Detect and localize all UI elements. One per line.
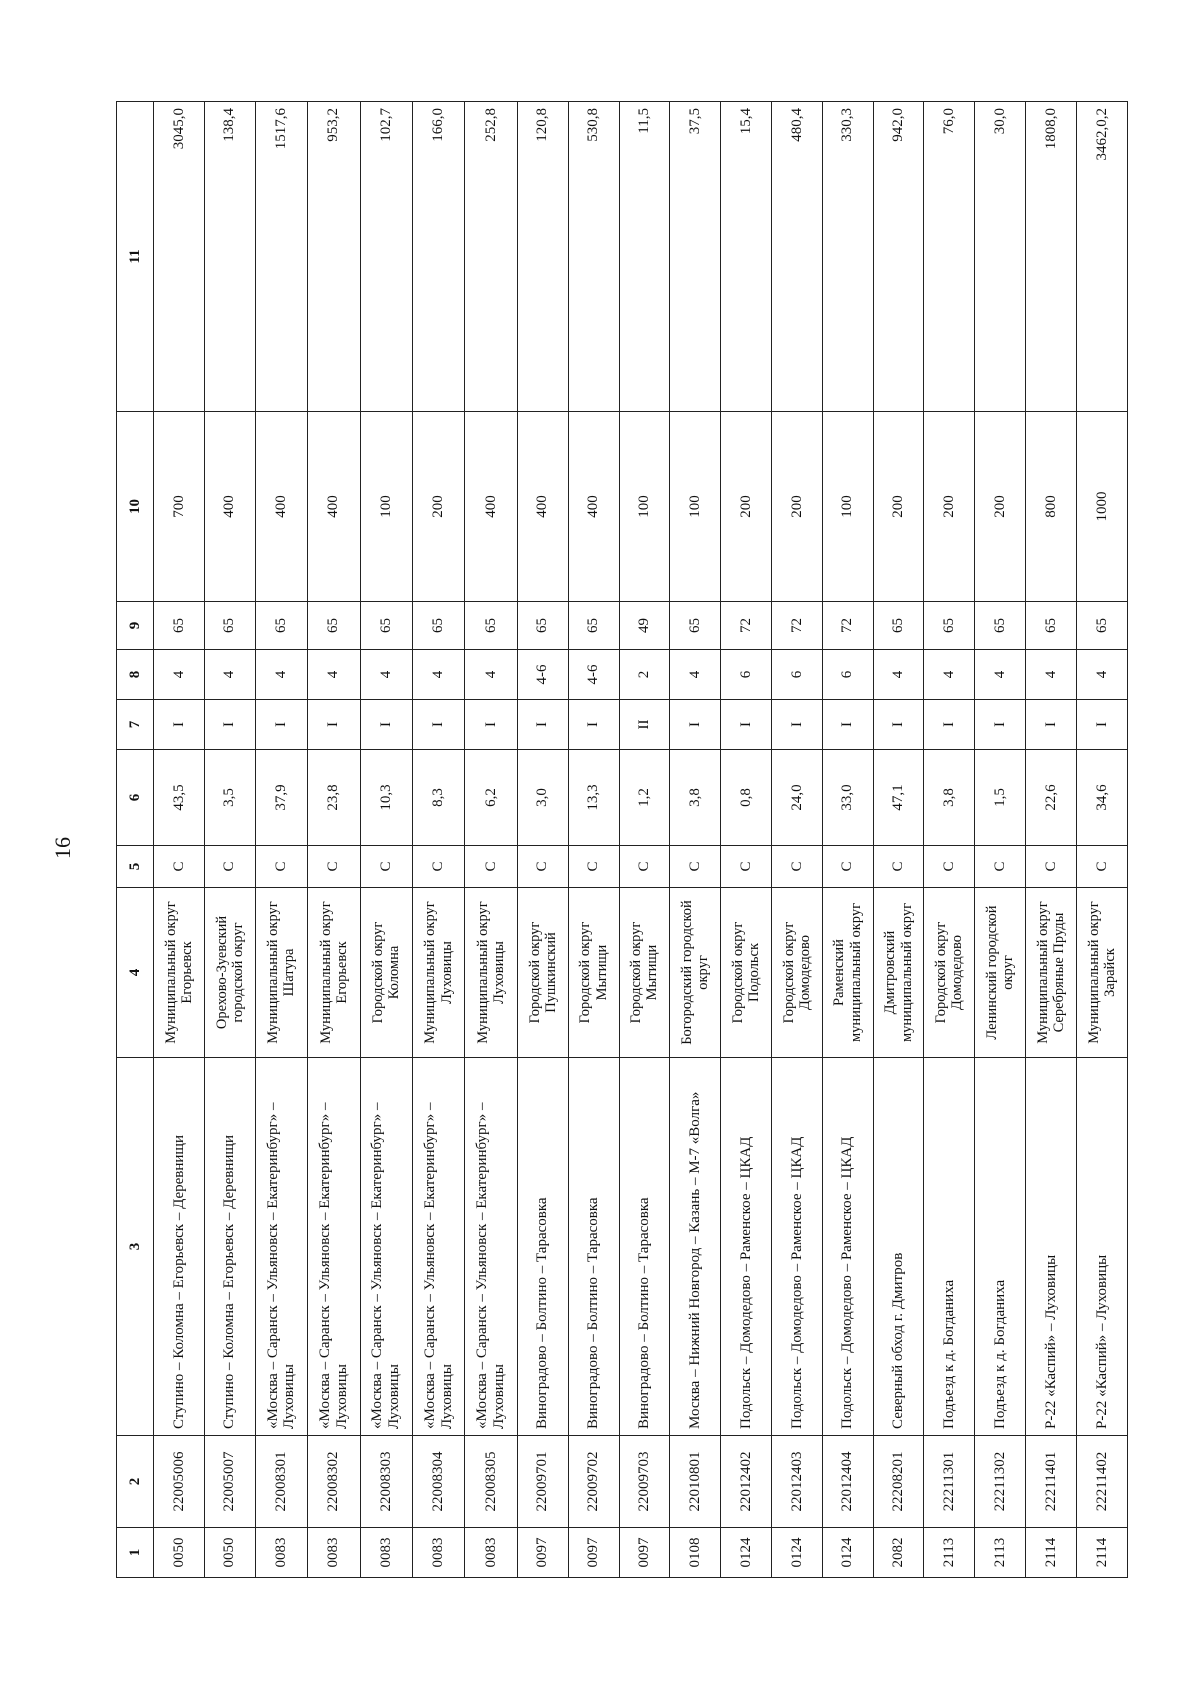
cell-technical-category: I xyxy=(204,700,255,750)
cell-road-name: «Москва – Саранск – Ульяновск – Екатеринбург» – Луховицы xyxy=(255,1058,307,1436)
road-data-table xyxy=(116,101,1128,1578)
cell-value-9: 65 xyxy=(255,602,307,650)
cell-value-11: 11,5 xyxy=(619,102,670,412)
cell-road-name: Подольск – Домодедово – Раменское – ЦКАД xyxy=(721,1058,772,1436)
cell-municipality: Городской округ Домодедово xyxy=(924,888,975,1058)
cell-road-id: 22005007 xyxy=(204,1436,255,1528)
cell-category-code: С xyxy=(670,846,721,888)
cell-length: 34,6 xyxy=(1076,750,1127,846)
cell-road-name: Виноградово – Болтино – Тарасовка xyxy=(568,1058,619,1436)
cell-road-number: 0083 xyxy=(360,1528,412,1578)
cell-length: 0,8 xyxy=(721,750,772,846)
table-row xyxy=(822,102,873,1578)
table-row xyxy=(721,102,772,1578)
col-header: 4 xyxy=(117,888,154,1058)
cell-value-11: 120,8 xyxy=(517,102,568,412)
cell-value-9: 65 xyxy=(465,602,517,650)
cell-value-10: 200 xyxy=(721,412,772,602)
cell-technical-category: I xyxy=(255,700,307,750)
cell-municipality: Богородский городской округ xyxy=(670,888,721,1058)
cell-road-name: Подъезд к д. Богданиха xyxy=(924,1058,975,1436)
table-row xyxy=(255,102,307,1578)
cell-technical-category: I xyxy=(975,700,1026,750)
col-header: 8 xyxy=(117,650,154,700)
cell-length: 10,3 xyxy=(360,750,412,846)
cell-technical-category: I xyxy=(308,700,360,750)
cell-value-9: 72 xyxy=(822,602,873,650)
cell-technical-category: I xyxy=(412,700,464,750)
cell-length: 8,3 xyxy=(412,750,464,846)
cell-municipality: Муниципальный округ Луховицы xyxy=(465,888,517,1058)
cell-municipality: Городской округ Домодедово xyxy=(771,888,822,1058)
col-header: 7 xyxy=(117,700,154,750)
cell-lanes: 4 xyxy=(255,650,307,700)
cell-value-11: 942,0 xyxy=(873,102,924,412)
cell-road-name: Ступино – Коломна – Егорьевск – Деревнищи xyxy=(204,1058,255,1436)
cell-road-id: 22211302 xyxy=(975,1436,1026,1528)
cell-value-10: 200 xyxy=(873,412,924,602)
col-header: 3 xyxy=(117,1058,154,1436)
cell-road-id: 22008301 xyxy=(255,1436,307,1528)
cell-road-id: 22009703 xyxy=(619,1436,670,1528)
cell-municipality: Городской округ Мытищи xyxy=(568,888,619,1058)
cell-road-id: 22211301 xyxy=(924,1436,975,1528)
table-row xyxy=(873,102,924,1578)
cell-technical-category: I xyxy=(1026,700,1077,750)
cell-value-10: 100 xyxy=(822,412,873,602)
cell-length: 22,6 xyxy=(1026,750,1077,846)
cell-length: 33,0 xyxy=(822,750,873,846)
cell-value-11: 3045,0 xyxy=(154,102,205,412)
cell-value-11: 953,2 xyxy=(308,102,360,412)
cell-category-code: С xyxy=(154,846,205,888)
cell-road-id: 22008302 xyxy=(308,1436,360,1528)
cell-category-code: С xyxy=(308,846,360,888)
cell-value-9: 72 xyxy=(771,602,822,650)
col-header: 9 xyxy=(117,602,154,650)
cell-category-code: С xyxy=(822,846,873,888)
table-row xyxy=(670,102,721,1578)
cell-road-number: 0083 xyxy=(412,1528,464,1578)
page-number: 16 xyxy=(50,837,75,859)
cell-category-code: С xyxy=(1076,846,1127,888)
cell-municipality: Муниципальный округ Егорьевск xyxy=(308,888,360,1058)
cell-road-id: 22005006 xyxy=(154,1436,205,1528)
cell-lanes: 4 xyxy=(975,650,1026,700)
cell-lanes: 4 xyxy=(1076,650,1127,700)
cell-value-11: 76,0 xyxy=(924,102,975,412)
cell-value-9: 65 xyxy=(670,602,721,650)
col-header: 11 xyxy=(117,102,154,412)
cell-value-10: 200 xyxy=(924,412,975,602)
cell-lanes: 4 xyxy=(1026,650,1077,700)
cell-value-9: 65 xyxy=(975,602,1026,650)
cell-length: 3,0 xyxy=(517,750,568,846)
cell-length: 3,5 xyxy=(204,750,255,846)
cell-municipality: Городской округ Пушкинский xyxy=(517,888,568,1058)
cell-municipality: Муниципальный округ Шатура xyxy=(255,888,307,1058)
cell-category-code: С xyxy=(204,846,255,888)
cell-road-number: 0050 xyxy=(154,1528,205,1578)
cell-lanes: 6 xyxy=(721,650,772,700)
cell-technical-category: I xyxy=(360,700,412,750)
cell-value-10: 1000 xyxy=(1076,412,1127,602)
cell-road-id: 22008305 xyxy=(465,1436,517,1528)
cell-value-10: 100 xyxy=(360,412,412,602)
cell-technical-category: I xyxy=(154,700,205,750)
col-header: 5 xyxy=(117,846,154,888)
table-row xyxy=(412,102,464,1578)
cell-municipality: Муниципальный округ Серебряные Пруды xyxy=(1026,888,1077,1058)
cell-municipality: Дмитровский муниципальный округ xyxy=(873,888,924,1058)
cell-category-code: С xyxy=(721,846,772,888)
cell-lanes: 4 xyxy=(412,650,464,700)
cell-road-name: Подольск – Домодедово – Раменское – ЦКАД xyxy=(771,1058,822,1436)
table-row xyxy=(360,102,412,1578)
cell-technical-category: I xyxy=(771,700,822,750)
cell-lanes: 4 xyxy=(873,650,924,700)
cell-road-id: 22008304 xyxy=(412,1436,464,1528)
cell-municipality: Городской округ Подольск xyxy=(721,888,772,1058)
cell-lanes: 4 xyxy=(154,650,205,700)
cell-road-id: 22211402 xyxy=(1076,1436,1127,1528)
table-body xyxy=(154,102,1128,1578)
cell-value-11: 102,7 xyxy=(360,102,412,412)
cell-value-9: 65 xyxy=(924,602,975,650)
cell-length: 13,3 xyxy=(568,750,619,846)
cell-value-10: 400 xyxy=(517,412,568,602)
cell-lanes: 2 xyxy=(619,650,670,700)
cell-technical-category: I xyxy=(924,700,975,750)
table-row xyxy=(465,102,517,1578)
cell-technical-category: I xyxy=(822,700,873,750)
table-row xyxy=(975,102,1026,1578)
cell-value-11: 138,4 xyxy=(204,102,255,412)
cell-road-name: Подъезд к д. Богданиха xyxy=(975,1058,1026,1436)
cell-value-9: 65 xyxy=(873,602,924,650)
cell-value-10: 400 xyxy=(204,412,255,602)
cell-municipality: Ленинский городской округ xyxy=(975,888,1026,1058)
cell-road-number: 2113 xyxy=(975,1528,1026,1578)
cell-road-id: 22012403 xyxy=(771,1436,822,1528)
cell-road-id: 22009701 xyxy=(517,1436,568,1528)
cell-category-code: С xyxy=(975,846,1026,888)
col-header: 1 xyxy=(117,1528,154,1578)
cell-value-11: 330,3 xyxy=(822,102,873,412)
cell-road-name: Виноградово – Болтино – Тарасовка xyxy=(517,1058,568,1436)
cell-road-number: 0097 xyxy=(517,1528,568,1578)
cell-technical-category: I xyxy=(568,700,619,750)
cell-value-10: 400 xyxy=(568,412,619,602)
cell-road-name: Р-22 «Каспий» – Луховицы xyxy=(1026,1058,1077,1436)
cell-length: 3,8 xyxy=(924,750,975,846)
cell-category-code: С xyxy=(465,846,517,888)
cell-road-id: 22208201 xyxy=(873,1436,924,1528)
cell-road-name: «Москва – Саранск – Ульяновск – Екатеринбург» – Луховицы xyxy=(308,1058,360,1436)
cell-value-11: 252,8 xyxy=(465,102,517,412)
cell-road-number: 0083 xyxy=(465,1528,517,1578)
cell-length: 43,5 xyxy=(154,750,205,846)
cell-category-code: С xyxy=(873,846,924,888)
cell-municipality: Муниципальный округ Луховицы xyxy=(412,888,464,1058)
cell-length: 1,2 xyxy=(619,750,670,846)
table-row xyxy=(204,102,255,1578)
cell-category-code: С xyxy=(412,846,464,888)
cell-technical-category: I xyxy=(1076,700,1127,750)
cell-value-10: 200 xyxy=(412,412,464,602)
table-row xyxy=(619,102,670,1578)
cell-category-code: С xyxy=(771,846,822,888)
cell-road-name: Подольск – Домодедово – Раменское – ЦКАД xyxy=(822,1058,873,1436)
cell-value-10: 800 xyxy=(1026,412,1077,602)
cell-category-code: С xyxy=(619,846,670,888)
cell-value-11: 166,0 xyxy=(412,102,464,412)
cell-municipality: Городской округ Коломна xyxy=(360,888,412,1058)
cell-value-11: 1517,6 xyxy=(255,102,307,412)
cell-road-number: 2113 xyxy=(924,1528,975,1578)
cell-road-id: 22008303 xyxy=(360,1436,412,1528)
cell-municipality: Муниципальный округ Зарайск xyxy=(1076,888,1127,1058)
cell-road-name: Виноградово – Болтино – Тарасовка xyxy=(619,1058,670,1436)
cell-value-10: 400 xyxy=(255,412,307,602)
cell-category-code: С xyxy=(360,846,412,888)
cell-length: 6,2 xyxy=(465,750,517,846)
cell-value-10: 400 xyxy=(465,412,517,602)
cell-category-code: С xyxy=(517,846,568,888)
table-row xyxy=(154,102,205,1578)
cell-category-code: С xyxy=(1026,846,1077,888)
cell-road-number: 2082 xyxy=(873,1528,924,1578)
cell-road-name: «Москва – Саранск – Ульяновск – Екатеринбург» – Луховицы xyxy=(360,1058,412,1436)
cell-road-id: 22009702 xyxy=(568,1436,619,1528)
cell-value-11: 480,4 xyxy=(771,102,822,412)
cell-value-11: 1808,0 xyxy=(1026,102,1077,412)
cell-lanes: 4 xyxy=(924,650,975,700)
cell-value-9: 65 xyxy=(412,602,464,650)
cell-value-9: 65 xyxy=(308,602,360,650)
cell-value-11: 37,5 xyxy=(670,102,721,412)
cell-value-10: 100 xyxy=(619,412,670,602)
rotated-table-container xyxy=(116,102,1128,1578)
cell-value-10: 200 xyxy=(975,412,1026,602)
cell-road-number: 2114 xyxy=(1076,1528,1127,1578)
col-header: 6 xyxy=(117,750,154,846)
cell-road-number: 0124 xyxy=(822,1528,873,1578)
cell-road-number: 0124 xyxy=(721,1528,772,1578)
cell-municipality: Раменский муниципальный округ xyxy=(822,888,873,1058)
cell-value-9: 65 xyxy=(517,602,568,650)
cell-road-number: 2114 xyxy=(1026,1528,1077,1578)
cell-road-name: Москва – Нижний Новгород – Казань – М-7 «Волга» xyxy=(670,1058,721,1436)
table-row xyxy=(308,102,360,1578)
cell-length: 47,1 xyxy=(873,750,924,846)
cell-technical-category: I xyxy=(670,700,721,750)
cell-technical-category: I xyxy=(465,700,517,750)
cell-road-number: 0108 xyxy=(670,1528,721,1578)
col-header: 10 xyxy=(117,412,154,602)
cell-technical-category: I xyxy=(721,700,772,750)
cell-value-9: 49 xyxy=(619,602,670,650)
cell-value-11: 3462,0,2 xyxy=(1076,102,1127,412)
cell-value-9: 72 xyxy=(721,602,772,650)
cell-value-11: 530,8 xyxy=(568,102,619,412)
cell-value-10: 200 xyxy=(771,412,822,602)
cell-lanes: 4 xyxy=(670,650,721,700)
table-row xyxy=(1026,102,1077,1578)
cell-value-11: 30,0 xyxy=(975,102,1026,412)
cell-value-9: 65 xyxy=(360,602,412,650)
cell-length: 37,9 xyxy=(255,750,307,846)
cell-length: 23,8 xyxy=(308,750,360,846)
cell-road-name: «Москва – Саранск – Ульяновск – Екатеринбург» – Луховицы xyxy=(412,1058,464,1436)
cell-lanes: 4 xyxy=(308,650,360,700)
table-row xyxy=(924,102,975,1578)
table-header-row xyxy=(117,102,154,1578)
cell-length: 3,8 xyxy=(670,750,721,846)
table-row xyxy=(517,102,568,1578)
cell-road-id: 22010801 xyxy=(670,1436,721,1528)
cell-value-9: 65 xyxy=(204,602,255,650)
col-header: 2 xyxy=(117,1436,154,1528)
cell-road-number: 0050 xyxy=(204,1528,255,1578)
cell-value-10: 400 xyxy=(308,412,360,602)
cell-road-id: 22012404 xyxy=(822,1436,873,1528)
cell-road-name: «Москва – Саранск – Ульяновск – Екатеринбург» – Луховицы xyxy=(465,1058,517,1436)
table-row xyxy=(1076,102,1127,1578)
cell-road-number: 0083 xyxy=(308,1528,360,1578)
cell-value-11: 15,4 xyxy=(721,102,772,412)
cell-lanes: 4 xyxy=(465,650,517,700)
cell-category-code: С xyxy=(924,846,975,888)
cell-length: 24,0 xyxy=(771,750,822,846)
cell-value-10: 700 xyxy=(154,412,205,602)
cell-lanes: 4-6 xyxy=(517,650,568,700)
rotated-page-area xyxy=(116,102,1128,1578)
cell-category-code: С xyxy=(255,846,307,888)
cell-lanes: 4 xyxy=(360,650,412,700)
cell-municipality: Городской округ Мытищи xyxy=(619,888,670,1058)
cell-technical-category: I xyxy=(873,700,924,750)
cell-value-10: 100 xyxy=(670,412,721,602)
cell-category-code: С xyxy=(568,846,619,888)
cell-lanes: 4 xyxy=(204,650,255,700)
cell-technical-category: I xyxy=(517,700,568,750)
cell-value-9: 65 xyxy=(568,602,619,650)
cell-road-name: Р-22 «Каспий» – Луховицы xyxy=(1076,1058,1127,1436)
cell-road-number: 0097 xyxy=(568,1528,619,1578)
cell-technical-category: II xyxy=(619,700,670,750)
cell-road-name: Северный обход г. Дмитров xyxy=(873,1058,924,1436)
table-row xyxy=(568,102,619,1578)
cell-road-id: 22211401 xyxy=(1026,1436,1077,1528)
cell-municipality: Орехово-Зуевский городской округ xyxy=(204,888,255,1058)
cell-lanes: 4-6 xyxy=(568,650,619,700)
table-row xyxy=(771,102,822,1578)
cell-value-9: 65 xyxy=(154,602,205,650)
cell-length: 1,5 xyxy=(975,750,1026,846)
cell-value-9: 65 xyxy=(1076,602,1127,650)
cell-value-9: 65 xyxy=(1026,602,1077,650)
cell-road-number: 0124 xyxy=(771,1528,822,1578)
cell-road-name: Ступино – Коломна – Егорьевск – Деревнищи xyxy=(154,1058,205,1436)
cell-road-number: 0083 xyxy=(255,1528,307,1578)
cell-road-id: 22012402 xyxy=(721,1436,772,1528)
cell-road-number: 0097 xyxy=(619,1528,670,1578)
cell-lanes: 6 xyxy=(822,650,873,700)
cell-municipality: Муниципальный округ Егорьевск xyxy=(154,888,205,1058)
cell-lanes: 6 xyxy=(771,650,822,700)
